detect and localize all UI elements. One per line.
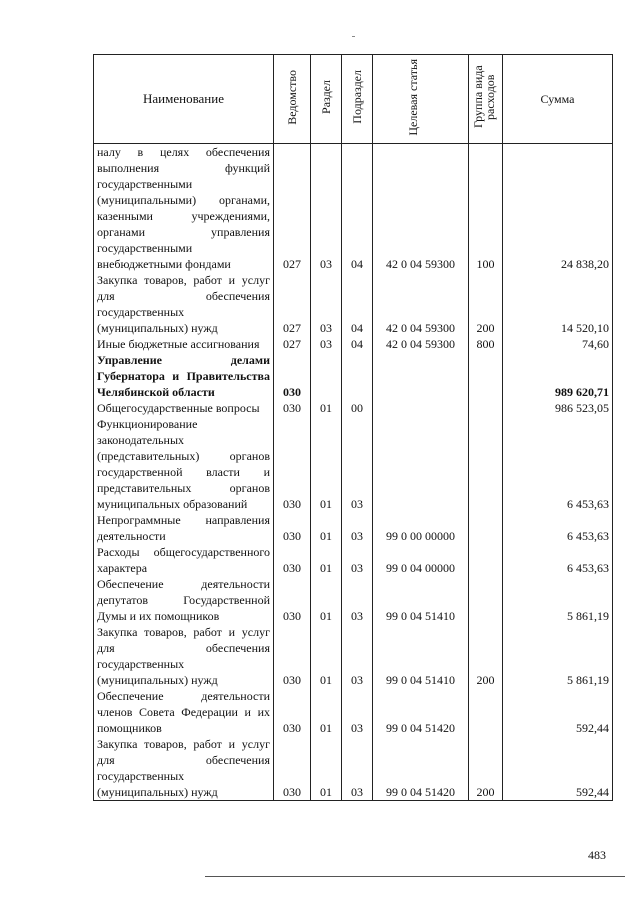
- row-podrazdel: [342, 352, 373, 400]
- row-gruppa: [469, 352, 503, 400]
- row-summa: 6 453,63: [503, 416, 613, 512]
- row-razdel: [311, 352, 342, 400]
- row-summa: 5 861,19: [503, 624, 613, 688]
- row-celevaya: 42 0 04 59300: [373, 144, 469, 273]
- scan-mark: [352, 36, 355, 37]
- row-razdel: 01: [311, 544, 342, 576]
- row-summa: 592,44: [503, 688, 613, 736]
- row-summa: 14 520,10: [503, 272, 613, 336]
- row-name: Закупка товаров, работ и услуг для обеспечения государственных (муниципальных) нужд: [94, 272, 274, 336]
- table-row: [94, 544, 613, 576]
- row-summa: 24 838,20: [503, 144, 613, 273]
- row-celevaya: 99 0 04 51420: [373, 688, 469, 736]
- row-summa: 592,44: [503, 736, 613, 801]
- header-gruppa: Группа вида расходов: [470, 65, 497, 129]
- row-podrazdel: 04: [342, 336, 373, 352]
- row-name: Иные бюджетные ассигнования: [94, 336, 274, 352]
- row-razdel: 01: [311, 576, 342, 624]
- row-gruppa: 100: [469, 144, 503, 273]
- table-row: [94, 512, 613, 544]
- row-vedomstvo: 030: [274, 416, 311, 512]
- table-row: [94, 736, 613, 801]
- row-vedomstvo: 030: [274, 736, 311, 801]
- row-vedomstvo: 027: [274, 144, 311, 273]
- header-podrazdel-cell: [342, 55, 373, 144]
- table-row: [94, 352, 613, 400]
- row-name: Закупка товаров, работ и услуг для обеспечения государственных (муниципальных) нужд: [94, 736, 274, 801]
- row-vedomstvo: 027: [274, 272, 311, 336]
- table-row: [94, 688, 613, 736]
- header-razdel-cell: [311, 55, 342, 144]
- row-podrazdel: 03: [342, 688, 373, 736]
- row-vedomstvo: 030: [274, 576, 311, 624]
- row-razdel: 01: [311, 624, 342, 688]
- row-vedomstvo: 030: [274, 400, 311, 416]
- row-vedomstvo: 027: [274, 336, 311, 352]
- row-celevaya: 99 0 04 51410: [373, 624, 469, 688]
- header-podrazdel: Подраздел: [350, 70, 364, 124]
- row-summa: 6 453,63: [503, 512, 613, 544]
- header-vedomstvo: Ведомство: [285, 69, 299, 125]
- row-gruppa: [469, 688, 503, 736]
- page-number: 483: [588, 848, 606, 862]
- row-summa: 74,60: [503, 336, 613, 352]
- header-vedomstvo-cell: [274, 55, 311, 144]
- row-razdel: 01: [311, 400, 342, 416]
- row-podrazdel: 04: [342, 272, 373, 336]
- row-name: Непрограммные направления деятельности: [94, 512, 274, 544]
- row-razdel: 01: [311, 416, 342, 512]
- row-vedomstvo: 030: [274, 624, 311, 688]
- table-row: [94, 272, 613, 336]
- row-summa: 986 523,05: [503, 400, 613, 416]
- row-name: Обеспечение деятельности депутатов Государственной Думы и их помощников: [94, 576, 274, 624]
- table-header: [94, 55, 613, 144]
- table-row: [94, 576, 613, 624]
- row-gruppa: 200: [469, 272, 503, 336]
- row-celevaya: 99 0 00 00000: [373, 512, 469, 544]
- table-row: [94, 400, 613, 416]
- row-vedomstvo: 030: [274, 688, 311, 736]
- row-podrazdel: 03: [342, 544, 373, 576]
- row-summa: 6 453,63: [503, 544, 613, 576]
- table-body: [94, 144, 613, 801]
- row-vedomstvo: 030: [274, 544, 311, 576]
- table-row: [94, 416, 613, 512]
- row-name: налу в целях обеспечения выполнения функций государственными (муниципальными) органами, казенными учреждениями, органами управления государственными внебюджетными фондами: [94, 144, 274, 273]
- header-celevaya: Целевая статья: [405, 58, 420, 136]
- row-gruppa: [469, 544, 503, 576]
- header-summa: Сумма: [503, 55, 613, 144]
- row-summa: 989 620,71: [503, 352, 613, 400]
- row-name: Общегосударственные вопросы: [94, 400, 274, 416]
- row-name: Расходы общегосударственного характера: [94, 544, 274, 576]
- row-podrazdel: 04: [342, 144, 373, 273]
- row-gruppa: 800: [469, 336, 503, 352]
- row-celevaya: [373, 352, 469, 400]
- row-gruppa: 200: [469, 624, 503, 688]
- row-summa: 5 861,19: [503, 576, 613, 624]
- row-razdel: 01: [311, 736, 342, 801]
- row-celevaya: [373, 400, 469, 416]
- row-celevaya: [373, 416, 469, 512]
- row-gruppa: [469, 512, 503, 544]
- row-podrazdel: 00: [342, 400, 373, 416]
- row-gruppa: [469, 576, 503, 624]
- table-row: [94, 144, 613, 273]
- row-celevaya: 99 0 04 00000: [373, 544, 469, 576]
- table-row: [94, 336, 613, 352]
- row-name: Закупка товаров, работ и услуг для обеспечения государственных (муниципальных) нужд: [94, 624, 274, 688]
- row-name: Функционирование законодательных (представительных) органов государственной власти и представительных органов муниципальных образований: [94, 416, 274, 512]
- row-podrazdel: 03: [342, 736, 373, 801]
- row-celevaya: 99 0 04 51420: [373, 736, 469, 801]
- row-gruppa: [469, 400, 503, 416]
- row-vedomstvo: 030: [274, 352, 311, 400]
- budget-table: [93, 54, 613, 801]
- row-razdel: 01: [311, 688, 342, 736]
- row-podrazdel: 03: [342, 416, 373, 512]
- row-vedomstvo: 030: [274, 512, 311, 544]
- header-gruppa-cell: [469, 55, 503, 144]
- row-podrazdel: 03: [342, 624, 373, 688]
- row-podrazdel: 03: [342, 512, 373, 544]
- row-razdel: 03: [311, 272, 342, 336]
- row-name: Обеспечение деятельности членов Совета Федерации и их помощников: [94, 688, 274, 736]
- header-razdel: Раздел: [319, 80, 333, 114]
- row-gruppa: 200: [469, 736, 503, 801]
- row-name: Управление делами Губернатора и Правительства Челябинской области: [94, 352, 274, 400]
- row-razdel: 03: [311, 336, 342, 352]
- header-name: Наименование: [94, 55, 274, 144]
- footer-rule: [205, 876, 625, 877]
- header-celevaya-cell: [373, 55, 469, 144]
- row-celevaya: 42 0 04 59300: [373, 336, 469, 352]
- row-razdel: 03: [311, 144, 342, 273]
- row-razdel: 01: [311, 512, 342, 544]
- row-podrazdel: 03: [342, 576, 373, 624]
- table-row: [94, 624, 613, 688]
- row-celevaya: 99 0 04 51410: [373, 576, 469, 624]
- row-celevaya: 42 0 04 59300: [373, 272, 469, 336]
- row-gruppa: [469, 416, 503, 512]
